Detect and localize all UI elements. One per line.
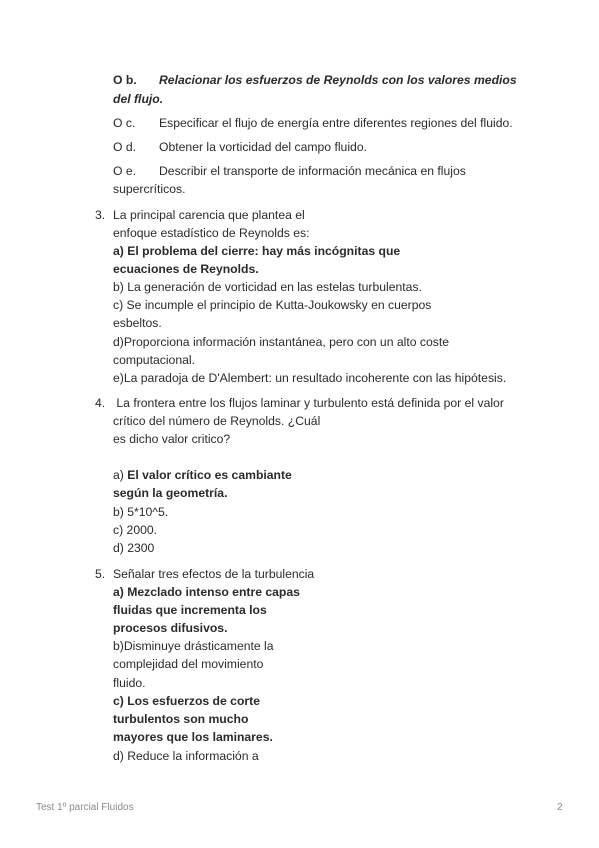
- option-b-label: O b.: [113, 73, 137, 87]
- option-c-label: O c.: [113, 116, 136, 130]
- option-e-label: O e.: [113, 164, 137, 178]
- question-4-option-d: d) 2300: [113, 541, 155, 555]
- question-4-answer-a-1: [113, 468, 292, 483]
- question-5-answer-c-2: turbulentos son mucho: [113, 712, 249, 726]
- option-b-text: Relacionar los esfuerzos de Reynolds con los valores medios: [159, 73, 517, 87]
- option-d: [113, 140, 367, 155]
- question-5-answer-a-3: procesos difusivos.: [113, 621, 228, 635]
- question-3-answer-a-2: ecuaciones de Reynolds.: [113, 262, 259, 276]
- question-5-option-b-1: b)Disminuye drásticamente la: [113, 639, 274, 653]
- question-5-answer-a-2: fluidas que incrementa los: [113, 603, 267, 617]
- question-4-stem-3: es dicho valor critico?: [113, 432, 231, 446]
- question-4-option-b: b) 5*10^5.: [113, 505, 169, 519]
- question-3-option-d-1: d)Proporciona información instantánea, pero con un alto coste: [113, 335, 450, 349]
- option-d-text: Obtener la vorticidad del campo fluido.: [159, 140, 367, 154]
- question-4-number: 4.: [95, 396, 106, 410]
- question-4-stem-1: La frontera entre los flujos laminar y turbulento está definida por el valor: [113, 396, 504, 410]
- question-4-answer-a-text: El valor crítico es cambiante: [127, 468, 292, 482]
- question-4-answer-a-prefix: a): [113, 468, 128, 482]
- page-number: 2: [557, 802, 563, 813]
- question-3-option-d-2: computacional.: [113, 353, 195, 367]
- question-3-option-e: e)La paradoja de D'Alembert: un resultado incoherente con las hipótesis.: [113, 371, 507, 385]
- question-5-stem: Señalar tres efectos de la turbulencia: [113, 567, 315, 581]
- question-4-stem-2: crítico del número de Reynolds. ¿Cuál: [113, 414, 321, 428]
- question-5-answer-c-3: mayores que los laminares.: [113, 730, 273, 744]
- question-5-answer-c-1: c) Los esfuerzos de corte: [113, 694, 260, 708]
- footer-title: Test 1º parcial Fluidos: [36, 802, 134, 813]
- option-e-line-1: [113, 164, 466, 179]
- question-5-number: 5.: [95, 567, 106, 581]
- question-5-answer-a-1: a) Mezclado intenso entre capas: [113, 585, 300, 599]
- option-c-text: Especificar el flujo de energía entre diferentes regiones del fluido.: [159, 116, 513, 130]
- question-3-number: 3.: [95, 208, 106, 222]
- question-3-option-c-1: c) Se incumple el principio de Kutta-Joukowsky en cuerpos: [113, 298, 432, 312]
- option-b-line-1: [113, 73, 517, 88]
- question-3-answer-a-1: a) El problema del cierre: hay más incógnitas que: [113, 244, 401, 258]
- option-c: [113, 116, 513, 131]
- question-5-option-b-2: complejidad del movimiento: [113, 657, 264, 671]
- question-3-option-b: b) La generación de vorticidad en las estelas turbulentas.: [113, 280, 422, 294]
- option-b-line-2: del flujo.: [113, 92, 164, 106]
- question-3-stem-2: enfoque estadístico de Reynolds es:: [113, 226, 310, 240]
- option-e-text: Describir el transporte de información mecánica en flujos: [159, 164, 466, 178]
- question-3-stem-1: La principal carencia que plantea el: [113, 208, 305, 222]
- question-5-option-b-3: fluido.: [113, 676, 146, 690]
- question-3-option-c-2: esbeltos.: [113, 316, 162, 330]
- question-4-option-c: c) 2000.: [113, 523, 158, 537]
- option-d-label: O d.: [113, 140, 137, 154]
- question-4-answer-a-2: según la geometría.: [113, 486, 228, 500]
- option-e-line-2: supercríticos.: [113, 182, 186, 196]
- question-5-option-d: d) Reduce la información a: [113, 749, 259, 763]
